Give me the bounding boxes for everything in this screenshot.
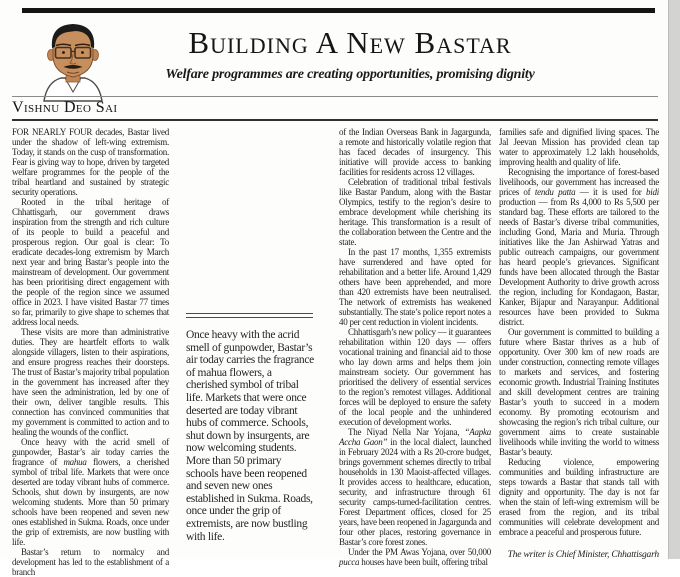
divider-rule <box>12 96 658 97</box>
paragraph: Rooted in the tribal heritage of Chhattisgarh, our government draws inspiration from the strength and rich culture of its people to build a peaceful and prosperous region. Our goal is clear: To eradicate decades-long extremism by March next year and bring Bastar’s people into the mainstream of development. Our government has been prioritising direct engagement with the people of the region since we assumed office in 2023. I have visited Bastar 77 times so far, primarily to give shape to schemes that address local needs. <box>12 197 169 327</box>
pull-quote <box>186 313 315 543</box>
author-portrait <box>28 21 118 101</box>
paragraph: families safe and dignified living spaces. The Jal Jeevan Mission has provided clean tap water to approximately 1.2 lakh households, improving health and quality of life. <box>499 127 659 167</box>
article-subtitle: Welfare programmes are creating opportunities, promising dignity <box>165 66 535 82</box>
text-column-2 <box>339 127 491 567</box>
masthead <box>120 27 580 83</box>
paragraph: Our government is committed to building a future where Bastar thrives as a hub of opportunity. Over 300 km of new roads are under construction, connecting remote villages to markets and services, and fostering economic growth. Industrial Training Institutes and skill development centres are training Bastar’s youth to succeed in a modern economy. By promoting ecotourism and showcasing the region’s rich tribal culture, our government aims to create sustainable livelihoods while inviting the world to witness Bastar’s beauty. <box>499 327 659 457</box>
page-edge-strip <box>668 0 680 559</box>
pull-quote-column <box>186 127 315 551</box>
pull-quote-double-rule <box>186 313 313 318</box>
paragraph: These visits are more than administrative duties. They are heartfelt efforts to walk alongside villagers, listen to their aspirations, and ensure progress reaches their doorsteps. The trust of Bastar’s majority tribal population in the government has increased after they have seen the administration, led by one of their own, deliver tangible results. This connection has convinced communities that my government is committed to action and to healing the wounds of the conflict. <box>12 327 169 437</box>
portrait-illustration <box>28 21 118 101</box>
text-column-1 <box>12 127 169 577</box>
paragraph: Under the PM Awas Yojana, over 50,000 pucca houses have been built, offering tribal <box>339 547 491 567</box>
author-byline: Vishnu Deo Sai <box>12 99 118 116</box>
paragraph: Recognising the importance of forest-based livelihoods, our government has increased the prices of tendu patta — it is used for bidi production — from Rs 4,000 to Rs 5,500 per standard bag. These efforts are tailored to the needs of Bastar’s diverse tribal communities, including Gond, Maria and Muria. Through initiatives like the Jan Ashirwad Yatras and public outreach campaigns, our government has heard people’s grievances. Significant funds have been allocated through the Bastar Development Authority to drive growth across the region, including for Kondagaon, Bastar, Kanker, Bijapur and Narayanpur. Additional resources have been provided to Sukma district. <box>499 167 659 327</box>
paragraph: Reducing violence, empowering communities and building infrastructure are steps towards a Bastar that stands tall with dignity and opportunity. The day is not far when the stain of left-wing extremism will be erased from the region, and its tribal communities will celebrate development and embrace a peaceful and prosperous future. <box>499 457 659 537</box>
paragraph: Once heavy with the acrid smell of gunpowder, Bastar’s air today carries the fragrance of mahua flowers, a cherished symbol of tribal life. Markets that were once deserted are today vibrant hubs of commerce. Schools, shut down by insurgents, are now welcoming students. More than 50 primary schools have been reopened and seven new ones established in Sukma. Roads, once under the grip of extremists, are now bustling with life. <box>12 437 169 547</box>
top-rule <box>22 8 655 13</box>
text-column-3 <box>499 127 659 560</box>
article-headline: Building A New Bastar <box>188 25 512 60</box>
paragraph: Bastar’s return to normalcy and development has led to the establishment of a branch <box>12 547 169 577</box>
byline-rule <box>12 119 658 121</box>
paragraph: of the Indian Overseas Bank in Jagargunda, a remote and historically volatile region that has faced decades of insurgency. This initiative will provide access to banking facilities for residents across 12 villages. <box>339 127 491 177</box>
paragraph: FOR NEARLY FOUR decades, Bastar lived under the shadow of left-wing extremism. Today, it stands on the cusp of transformation. Fear is giving way to hope, driven by targeted welfare programmes for the people of the tribal heartland and sustained by strategic security operations. <box>12 127 169 197</box>
paragraph: Chhattisgarh’s new policy — it guarantees rehabilitation within 120 days — offers vocational training and financial aid to those who lay down arms and helps them join mainstream society. Our government has prioritised the delivery of essential services to the region’s remotest villages. Additional forces will be deployed to ensure the safety of the local people and the unhindered execution of development works. <box>339 327 491 427</box>
paragraph: In the past 17 months, 1,355 extremists have surrendered and have opted for rehabilitation and a better life. Around 1,429 others have been apprehended, and more than 420 extremists have been neutralised. The network of extremists has weakened substantially. The state’s police report notes a 40 per cent reduction in violent incidents. <box>339 247 491 327</box>
pull-quote-text: Once heavy with the acrid smell of gunpowder, Bastar’s air today carries the fragrance of mahua flowers, a cherished symbol of tribal life. Markets that were once deserted are today vibrant hubs of commerce. Schools, shut down by insurgents, are now welcoming students. More than 50 primary schools have been reopened and seven new ones established in Sukma. Roads, once under the grip of extremists, are now bustling with life. <box>186 329 314 543</box>
paragraph: The Niyad Nella Nar Yojana, “Aapka Accha Gaon” in the local dialect, launched in February 2024 with a Rs 20-crore budget, brings government schemes directly to tribal households in 130 Maoist-affected villages. It provides access to healthcare, education, security, and infrastructure through 61 security camps-turned-facilitation centres. Forest Department offices, closed for 25 years, have been reopened in Jagargunda and four other places, restoring governance in Bastar’s core forest zones. <box>339 427 491 547</box>
paragraph: Celebration of traditional tribal festivals like Bastar Pandum, along with the Bastar Olympics, testify to the region’s desire to embrace development while cherishing its heritage. This transformation is a result of the collaboration between the Centre and the state. <box>339 177 491 247</box>
writer-credit: The writer is Chief Minister, Chhattisgarh <box>507 550 659 560</box>
